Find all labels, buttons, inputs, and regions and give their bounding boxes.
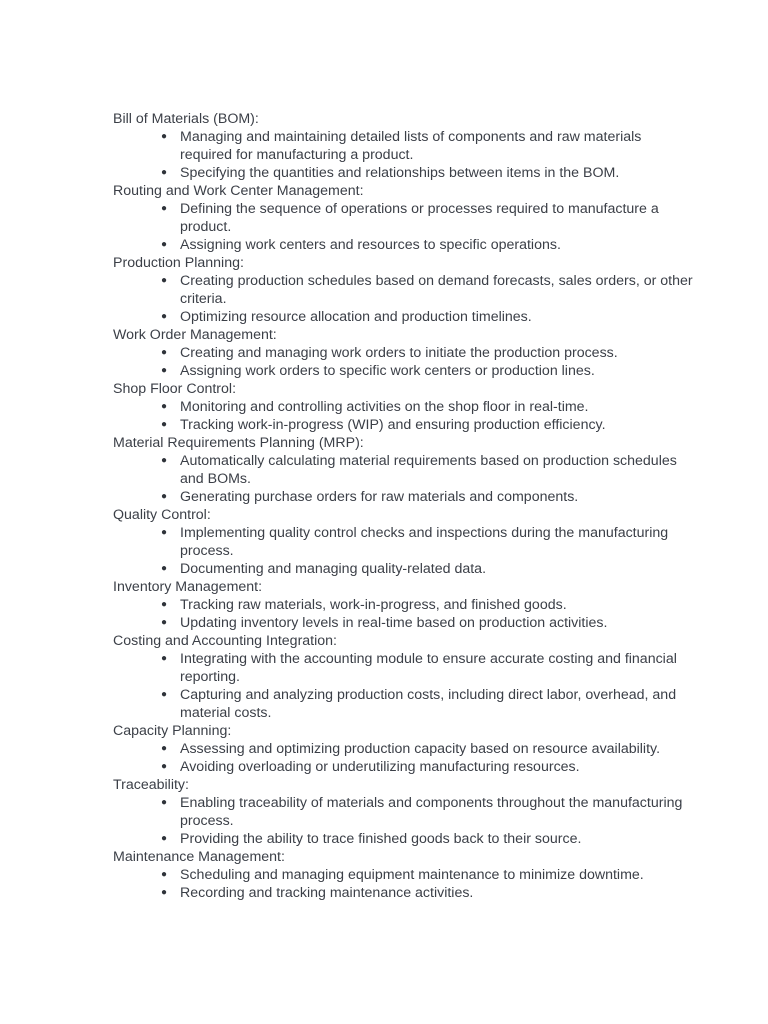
- list-item: [160, 596, 693, 614]
- list-item-text: Generating purchase orders for raw materials and components.: [180, 489, 579, 505]
- list-item-text: Scheduling and managing equipment maintenance to minimize downtime.: [180, 867, 644, 883]
- bullet-icon: ●: [160, 347, 168, 358]
- bullet-icon: ●: [160, 239, 168, 250]
- section-title: Capacity Planning:: [113, 723, 232, 739]
- list-item: [160, 794, 693, 830]
- bullet-icon: ●: [160, 491, 168, 502]
- list-item-text: Enabling traceability of materials and components throughout the manufacturing process.: [180, 795, 683, 829]
- bullet-icon: ●: [160, 653, 168, 664]
- bullet-icon: ●: [160, 311, 168, 322]
- list-item-text: Creating production schedules based on demand forecasts, sales orders, or other criteria.: [180, 273, 693, 307]
- list-item-text: Assigning work orders to specific work centers or production lines.: [180, 363, 595, 379]
- bullet-icon: ●: [160, 131, 168, 142]
- section-title: Maintenance Management:: [113, 849, 285, 865]
- section-title: Material Requirements Planning (MRP):: [113, 435, 364, 451]
- list-item: [160, 740, 693, 758]
- section-title: Quality Control:: [113, 507, 211, 523]
- list-item: [160, 398, 693, 416]
- bullet-list: [113, 344, 693, 380]
- bullet-icon: ●: [160, 455, 168, 466]
- section-mrp: [113, 434, 693, 506]
- section-inventory-management: [113, 578, 693, 632]
- list-item-text: Defining the sequence of operations or processes required to manufacture a product.: [180, 201, 659, 235]
- bullet-list: [113, 398, 693, 434]
- list-item: [160, 200, 693, 236]
- section-title: Bill of Materials (BOM):: [113, 111, 259, 127]
- bullet-icon: ●: [160, 599, 168, 610]
- list-item-text: Implementing quality control checks and inspections during the manufacturing process.: [180, 525, 669, 559]
- list-item-text: Assessing and optimizing production capacity based on resource availability.: [180, 741, 661, 757]
- section-maintenance-management: [113, 848, 693, 902]
- list-item-text: Avoiding overloading or underutilizing manufacturing resources.: [180, 759, 580, 775]
- bullet-icon: ●: [160, 869, 168, 880]
- list-item-text: Providing the ability to trace finished goods back to their source.: [180, 831, 582, 847]
- bullet-icon: ●: [160, 275, 168, 286]
- bullet-icon: ●: [160, 617, 168, 628]
- list-item: [160, 362, 693, 380]
- list-item-text: Integrating with the accounting module to ensure accurate costing and financial reporting.: [180, 651, 677, 685]
- bullet-icon: ●: [160, 761, 168, 772]
- list-item: [160, 884, 693, 902]
- list-item: [160, 452, 693, 488]
- bullet-icon: ●: [160, 833, 168, 844]
- list-item: [160, 758, 693, 776]
- bullet-list: [113, 452, 693, 506]
- section-routing: [113, 182, 693, 254]
- list-item: [160, 236, 693, 254]
- bullet-list: [113, 524, 693, 578]
- list-item-text: Creating and managing work orders to initiate the production process.: [180, 345, 618, 361]
- bullet-icon: ●: [160, 743, 168, 754]
- bullet-list: [113, 128, 693, 182]
- bullet-icon: ●: [160, 419, 168, 430]
- bullet-list: [113, 740, 693, 776]
- bullet-icon: ●: [160, 365, 168, 376]
- list-item: [160, 272, 693, 308]
- section-title: Production Planning:: [113, 255, 244, 271]
- bullet-icon: ●: [160, 887, 168, 898]
- bullet-icon: ●: [160, 563, 168, 574]
- list-item: [160, 128, 693, 164]
- bullet-list: [113, 866, 693, 902]
- list-item-text: Monitoring and controlling activities on the shop floor in real-time.: [180, 399, 589, 415]
- list-item: [160, 686, 693, 722]
- document-content: [113, 110, 693, 902]
- section-bom: [113, 110, 693, 182]
- bullet-icon: ●: [160, 401, 168, 412]
- bullet-icon: ●: [160, 689, 168, 700]
- bullet-list: [113, 200, 693, 254]
- section-title: Inventory Management:: [113, 579, 263, 595]
- bullet-list: [113, 272, 693, 326]
- section-title: Shop Floor Control:: [113, 381, 237, 397]
- list-item: [160, 830, 693, 848]
- list-item: [160, 524, 693, 560]
- bullet-list: [113, 794, 693, 848]
- list-item: [160, 560, 693, 578]
- list-item-text: Updating inventory levels in real-time based on production activities.: [180, 615, 608, 631]
- list-item-text: Tracking work-in-progress (WIP) and ensuring production efficiency.: [180, 417, 606, 433]
- list-item-text: Documenting and managing quality-related data.: [180, 561, 487, 577]
- list-item-text: Automatically calculating material requirements based on production schedules and BOMs.: [180, 453, 677, 487]
- section-work-order-management: [113, 326, 693, 380]
- bullet-icon: ●: [160, 203, 168, 214]
- list-item-text: Managing and maintaining detailed lists of components and raw materials required for manufacturing a product.: [180, 129, 642, 163]
- section-title: Work Order Management:: [113, 327, 277, 343]
- list-item: [160, 164, 693, 182]
- bullet-icon: ●: [160, 527, 168, 538]
- bullet-list: [113, 596, 693, 632]
- section-title: Costing and Accounting Integration:: [113, 633, 337, 649]
- section-costing-accounting: [113, 632, 693, 722]
- list-item-text: Optimizing resource allocation and production timelines.: [180, 309, 532, 325]
- bullet-icon: ●: [160, 797, 168, 808]
- list-item: [160, 650, 693, 686]
- section-capacity-planning: [113, 722, 693, 776]
- list-item-text: Tracking raw materials, work-in-progress, and finished goods.: [180, 597, 567, 613]
- section-title: Traceability:: [113, 777, 189, 793]
- list-item: [160, 344, 693, 362]
- list-item: [160, 308, 693, 326]
- bullet-list: [113, 650, 693, 722]
- list-item-text: Assigning work centers and resources to specific operations.: [180, 237, 561, 253]
- section-shop-floor-control: [113, 380, 693, 434]
- section-quality-control: [113, 506, 693, 578]
- list-item: [160, 488, 693, 506]
- bullet-icon: ●: [160, 167, 168, 178]
- list-item: [160, 614, 693, 632]
- list-item-text: Recording and tracking maintenance activities.: [180, 885, 474, 901]
- list-item-text: Specifying the quantities and relationships between items in the BOM.: [180, 165, 620, 181]
- list-item-text: Capturing and analyzing production costs, including direct labor, overhead, and material costs.: [180, 687, 677, 721]
- section-traceability: [113, 776, 693, 848]
- list-item: [160, 866, 693, 884]
- list-item: [160, 416, 693, 434]
- section-production-planning: [113, 254, 693, 326]
- section-title: Routing and Work Center Management:: [113, 183, 364, 199]
